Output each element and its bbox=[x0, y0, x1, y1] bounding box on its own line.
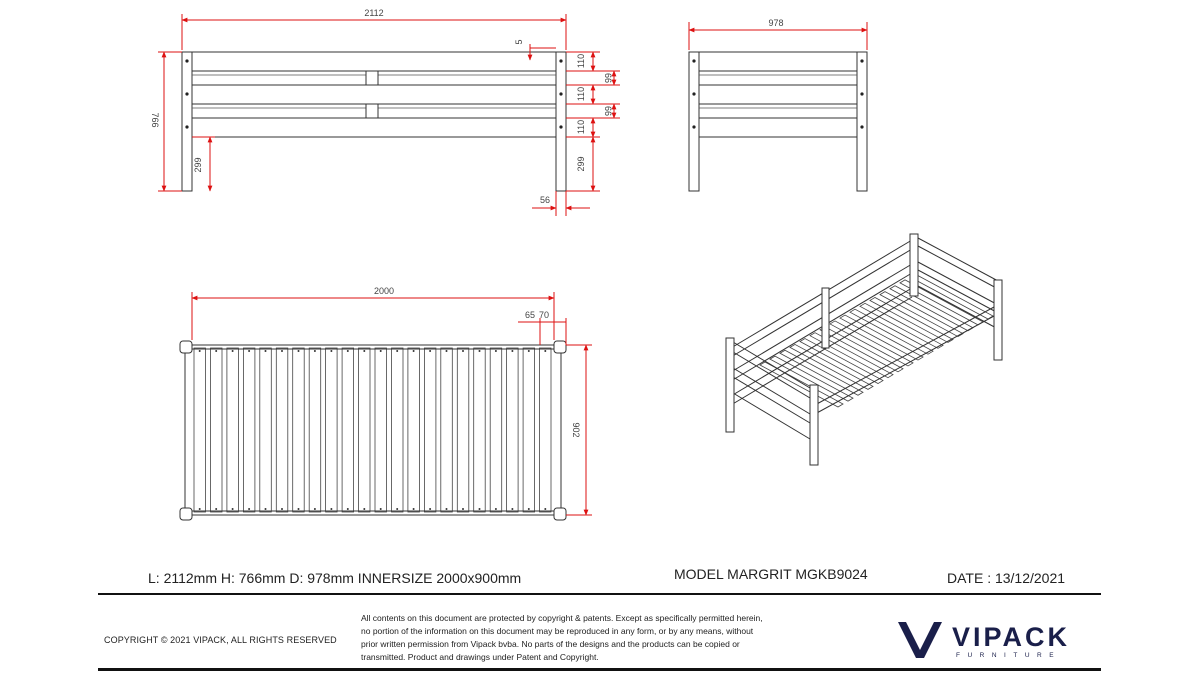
slat bbox=[523, 348, 535, 512]
slat bbox=[260, 348, 272, 512]
vipack-logo-mark bbox=[898, 622, 942, 658]
legal-line: no portion of the information on this document may be reproduced in any form, or by any means, without bbox=[361, 626, 754, 636]
slat-screw bbox=[314, 508, 316, 510]
slat bbox=[392, 348, 404, 512]
slat-screw bbox=[347, 350, 349, 352]
slat-screw bbox=[232, 350, 234, 352]
slat-screw bbox=[380, 508, 382, 510]
slat bbox=[441, 348, 453, 512]
slat-screw bbox=[265, 508, 267, 510]
dim-top-gap: 5 bbox=[514, 39, 524, 45]
dim-gap-1: 66 bbox=[603, 72, 613, 84]
dim-corner-a: 65 bbox=[524, 310, 536, 320]
dim-post-width: 56 bbox=[539, 195, 551, 205]
slat-screw bbox=[363, 508, 365, 510]
slat-screw bbox=[298, 350, 300, 352]
slat-screw bbox=[265, 350, 267, 352]
dim-inner-width: 902 bbox=[571, 422, 581, 438]
slats-group bbox=[185, 345, 561, 515]
legal-line: All contents on this document are protected by copyright & patents. Except as specifically permitted herein, bbox=[361, 613, 763, 623]
slat bbox=[474, 348, 486, 512]
slat-screw bbox=[248, 508, 250, 510]
slat bbox=[211, 348, 223, 512]
slat bbox=[293, 348, 305, 512]
slat-screw bbox=[446, 350, 448, 352]
slat-screw bbox=[330, 508, 332, 510]
slat-screw bbox=[314, 350, 316, 352]
slat-screw bbox=[495, 508, 497, 510]
model-label: MODEL MARGRIT MGKB9024 bbox=[674, 566, 868, 582]
copyright-notice: COPYRIGHT © 2021 VIPACK, ALL RIGHTS RESERVED bbox=[104, 635, 337, 645]
slat-screw bbox=[281, 508, 283, 510]
slat bbox=[359, 348, 371, 512]
slat-screw bbox=[363, 350, 365, 352]
brand-subtitle: FURNITURE bbox=[956, 652, 1062, 659]
legal-line: transmitted. Product and drawings under Patent and Copyright. bbox=[361, 652, 599, 662]
side-view bbox=[689, 18, 867, 191]
slat-screw bbox=[396, 350, 398, 352]
slat bbox=[276, 348, 288, 512]
slat-screw bbox=[429, 508, 431, 510]
slat-screw bbox=[528, 350, 530, 352]
slat-screw bbox=[380, 350, 382, 352]
slat-screw bbox=[462, 508, 464, 510]
dim-gap-2: 66 bbox=[603, 105, 613, 117]
dim-total-height: 766 bbox=[150, 112, 160, 128]
slat bbox=[540, 348, 552, 512]
vipack-logo bbox=[896, 618, 1086, 660]
slat-screw bbox=[511, 350, 513, 352]
slat-screw bbox=[413, 508, 415, 510]
slat-screw bbox=[199, 350, 201, 352]
slat-screw bbox=[544, 350, 546, 352]
dim-front-length: 2112 bbox=[364, 8, 384, 18]
slat-screw bbox=[199, 508, 201, 510]
dim-leg-height-left: 299 bbox=[193, 157, 203, 173]
dim-plank-height-3: 110 bbox=[576, 119, 586, 135]
slat-screw bbox=[462, 350, 464, 352]
slat bbox=[507, 348, 518, 512]
slat-screw bbox=[479, 350, 481, 352]
slat bbox=[375, 348, 387, 512]
slat bbox=[490, 348, 502, 512]
slat-screw bbox=[528, 508, 530, 510]
top-rule bbox=[98, 593, 1101, 595]
slat-screw bbox=[330, 350, 332, 352]
brand-name: VIPACK bbox=[952, 622, 1071, 652]
slat-screw bbox=[347, 508, 349, 510]
slat-screw bbox=[544, 508, 546, 510]
size-spec: L: 2112mm H: 766mm D: 978mm INNERSIZE 2000x900mm bbox=[148, 570, 522, 586]
slat-screw bbox=[232, 508, 234, 510]
slat-screw bbox=[429, 350, 431, 352]
dim-side-depth: 978 bbox=[768, 18, 784, 28]
slat-screw bbox=[446, 508, 448, 510]
slat bbox=[243, 348, 255, 512]
dim-plank-height-2: 110 bbox=[576, 86, 586, 102]
bottom-rule bbox=[98, 668, 1101, 671]
slat-screw bbox=[413, 350, 415, 352]
dim-inner-length: 2000 bbox=[373, 286, 395, 296]
front-view bbox=[150, 8, 620, 216]
slat-screw bbox=[215, 508, 217, 510]
slat bbox=[326, 348, 338, 512]
dim-leg-height-right: 299 bbox=[576, 156, 586, 172]
legal-notice bbox=[361, 612, 821, 664]
slat bbox=[342, 348, 354, 512]
slat-screw bbox=[215, 350, 217, 352]
slat bbox=[408, 348, 420, 512]
legal-line: prior written permission from Vipack bvba. No parts of the designs and the products can be copied or bbox=[361, 639, 740, 649]
slat bbox=[457, 348, 469, 512]
isometric-view bbox=[726, 234, 1002, 465]
slat-screw bbox=[396, 508, 398, 510]
slat-screw bbox=[495, 350, 497, 352]
slat-screw bbox=[248, 350, 250, 352]
slat bbox=[227, 348, 239, 512]
dim-corner-b: 70 bbox=[538, 310, 550, 320]
slat-screw bbox=[479, 508, 481, 510]
date-label: DATE : 13/12/2021 bbox=[947, 570, 1066, 586]
top-view bbox=[180, 286, 592, 520]
slat-screw bbox=[298, 508, 300, 510]
slat bbox=[194, 348, 206, 512]
slat bbox=[309, 348, 321, 512]
slat-screw bbox=[281, 350, 283, 352]
slat-screw bbox=[511, 508, 513, 510]
slat bbox=[424, 348, 436, 512]
dim-plank-height-1: 110 bbox=[576, 53, 586, 69]
